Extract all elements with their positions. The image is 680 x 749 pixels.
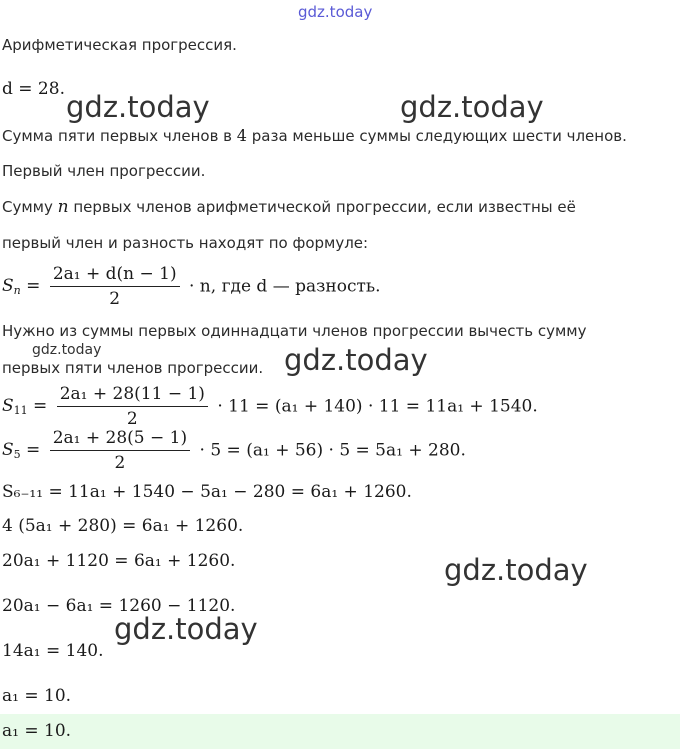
line-difference: d = 28. — [2, 79, 65, 99]
line-formula-intro-2: первый член и разность находят по формуле: — [2, 234, 369, 252]
watermark: gdz.today — [114, 612, 258, 646]
line-formula-intro-1: Сумму n первых членов арифметической прогрессии, если известны её — [2, 197, 576, 217]
formula-sum-n: $S_n$ = $\frac{\text{2a₁ + d(n − 1)}}{2}$ · n, где d — разность. — [2, 264, 381, 309]
watermark: gdz.today — [444, 553, 588, 587]
answer-box — [0, 714, 680, 749]
watermark: gdz.today — [284, 343, 428, 377]
formula-s5: $S_5$ = $\frac{\text{2a₁ + 28(5 − 1)}}{2}$ · 5 = (a₁ + 56) · 5 = 5a₁ + 280. — [2, 428, 466, 473]
equation-3: 20a₁ − 6a₁ = 1260 − 1120. — [2, 596, 236, 616]
equation-2: 20a₁ + 1120 = 6a₁ + 1260. — [2, 551, 236, 571]
equation-4: 14a₁ = 140. — [2, 641, 104, 661]
line-plan-2: первых пяти членов прогрессии. — [2, 359, 264, 377]
fraction: $\frac{\text{2a₁ + 28(5 − 1)}}{2}$ — [50, 428, 190, 473]
equation-5: a₁ = 10. — [2, 686, 72, 706]
line-question: Первый член прогрессии. — [2, 162, 206, 180]
line-progression-type: Арифметическая прогрессия. — [2, 36, 237, 54]
watermark-top: gdz.today — [298, 3, 373, 21]
equation-1: 4 (5a₁ + 280) = 6a₁ + 1260. — [2, 516, 244, 536]
fraction: $\frac{\text{2a₁ + 28(11 − 1)}}{2}$ — [57, 384, 208, 429]
formula-s11: $S_{11}$ = $\frac{\text{2a₁ + 28(11 − 1)}}{2}$ · 11 = (a₁ + 140) · 11 = 11a₁ + 1540. — [2, 384, 538, 429]
line-condition: Сумма пяти первых членов в 4 раза меньше суммы следующих шести членов. — [2, 126, 627, 145]
formula-s6-11: S₆₋₁₁ = 11a₁ + 1540 − 5a₁ − 280 = 6a₁ + 1260. — [2, 482, 412, 502]
watermark: gdz.today — [400, 90, 544, 124]
answer-text: a₁ = 10. — [2, 721, 72, 741]
watermark: gdz.today — [66, 90, 210, 124]
watermark-small: gdz.today — [32, 342, 102, 358]
line-plan-1: Нужно из суммы первых одиннадцати членов прогрессии вычесть сумму — [2, 322, 587, 340]
fraction: $\frac{\text{2a₁ + d(n − 1)}}{2}$ — [50, 264, 180, 309]
